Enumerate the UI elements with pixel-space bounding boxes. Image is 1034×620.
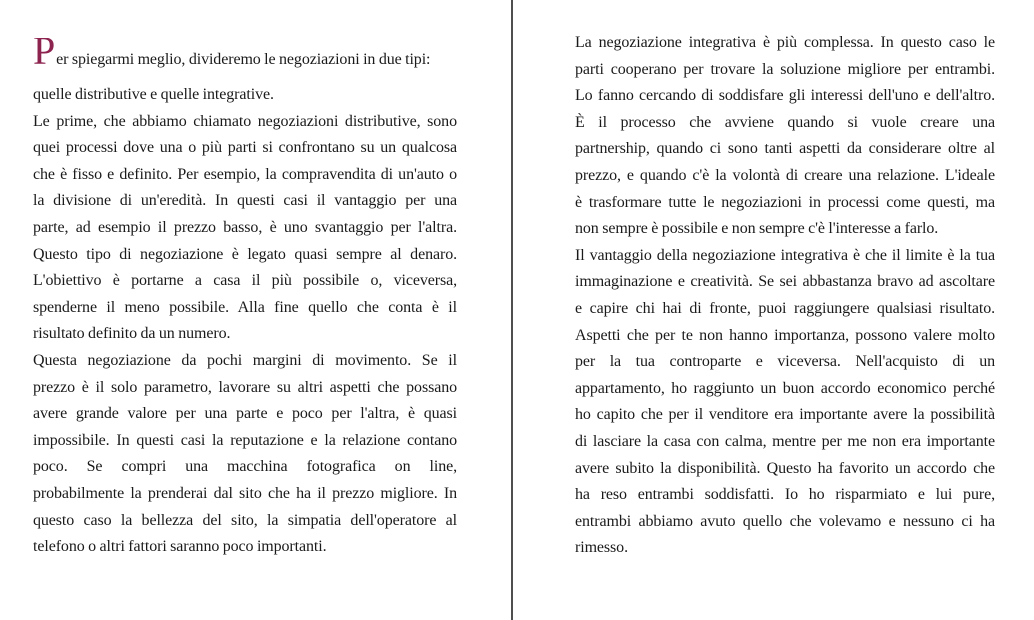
text-line: poco. Se compri una macchina fotografica on line, [33, 458, 457, 476]
text-line: non sempre è possibile e non sempre c'è l'interesse a farlo. [575, 220, 939, 238]
text-line: quei processi dove una o più parti si confrontano su un qualcosa [33, 139, 457, 157]
right-page-text-column [575, 30, 995, 562]
text-line: La negoziazione integrativa è più complessa. In questo caso le [575, 34, 995, 51]
text-line: L'obiettivo è portarne a casa il più possibile o, viceversa, [33, 272, 457, 290]
text-line: Questo tipo di negoziazione è legato quasi sempre al denaro. [33, 245, 457, 263]
text-line: spenderne il meno possibile. Alla fine quello che conta è il [33, 298, 457, 316]
text-line: quelle distributive e quelle integrative. [33, 86, 274, 103]
text-line: appartamento, ho raggiunto un buon accordo economico perché [575, 379, 995, 397]
page-divider [511, 0, 513, 620]
drop-cap-letter: P [33, 38, 56, 73]
text-line: avere grande valore per una parte e poco per l'altra, è quasi [33, 405, 457, 423]
text-line: avere subito la disponibilità. Questo ha favorito un accordo che [575, 459, 995, 477]
text-line [33, 38, 457, 82]
opening-line-text: er spiegarmi meglio, divideremo le negoziazioni in due tipi: [56, 51, 431, 68]
text-line: Aspetti che per te non hanno importanza, possono valere molto [575, 326, 995, 344]
text-line: probabilmente la prenderai dal sito che ha il prezzo migliore. In [33, 484, 457, 502]
text-line: Lo fanno cercando di soddisfare gli interessi dell'uno e dell'altro. [575, 87, 995, 105]
text-line: risultato definito da un numero. [33, 325, 231, 343]
text-line: È il processo che avviene quando si vuole creare una [575, 113, 995, 131]
right-page [575, 0, 995, 562]
text-line: partnership, quando ci sono tanti aspetti da considerare oltre al [575, 140, 995, 158]
text-line: che è fisso e definito. Per esempio, la compravendita di un'auto o [33, 165, 457, 183]
text-line: prezzo, e quando c'è la volontà di creare una relazione. L'ideale [575, 166, 995, 184]
text-line: è trasformare tutte le negoziazioni in processi come questi, ma [575, 193, 995, 211]
text-line: immaginazione e creatività. Se sei abbastanza bravo ad ascoltare [575, 273, 995, 291]
left-page [33, 0, 457, 561]
text-line: di lasciare la casa con calma, mentre per me non era importante [575, 432, 995, 450]
text-line: entrambi abbiamo avuto quello che volevamo e nessuno ci ha [575, 512, 995, 530]
text-line: telefono o altri fattori saranno poco importanti. [33, 538, 327, 556]
left-page-text-column [33, 38, 457, 561]
text-line: rimesso. [575, 539, 628, 557]
text-line: questo caso la bellezza del sito, la simpatia dell'operatore al [33, 511, 457, 529]
text-line: per la tua controparte e viceversa. Nell'acquisto di un [575, 353, 995, 371]
text-line: ho capito che per il venditore era importante avere la possibilità [575, 406, 995, 424]
text-line: Le prime, che abbiamo chiamato negoziazioni distributive, sono [33, 112, 457, 130]
text-line: prezzo è il solo parametro, lavorare su altri aspetti che possano [33, 378, 457, 396]
text-line: Questa negoziazione da pochi margini di movimento. Se il [33, 351, 457, 369]
text-line: ha reso entrambi soddisfatti. Io ho risparmiato e lui pure, [575, 486, 995, 504]
text-line: Il vantaggio della negoziazione integrativa è che il limite è la tua [575, 246, 995, 264]
text-line: parti cooperano per trovare la soluzione migliore per entrambi. [575, 60, 995, 78]
text-line: parte, ad esempio il prezzo basso, è uno svantaggio per l'altra. [33, 218, 457, 236]
text-line: la divisione di un'eredità. In questi casi il vantaggio per una [33, 192, 457, 210]
text-line: impossibile. In questi casi la reputazione e la relazione contano [33, 431, 457, 449]
text-line: e capire chi hai di fronte, puoi raggiungere qualsiasi risultato. [575, 299, 995, 317]
